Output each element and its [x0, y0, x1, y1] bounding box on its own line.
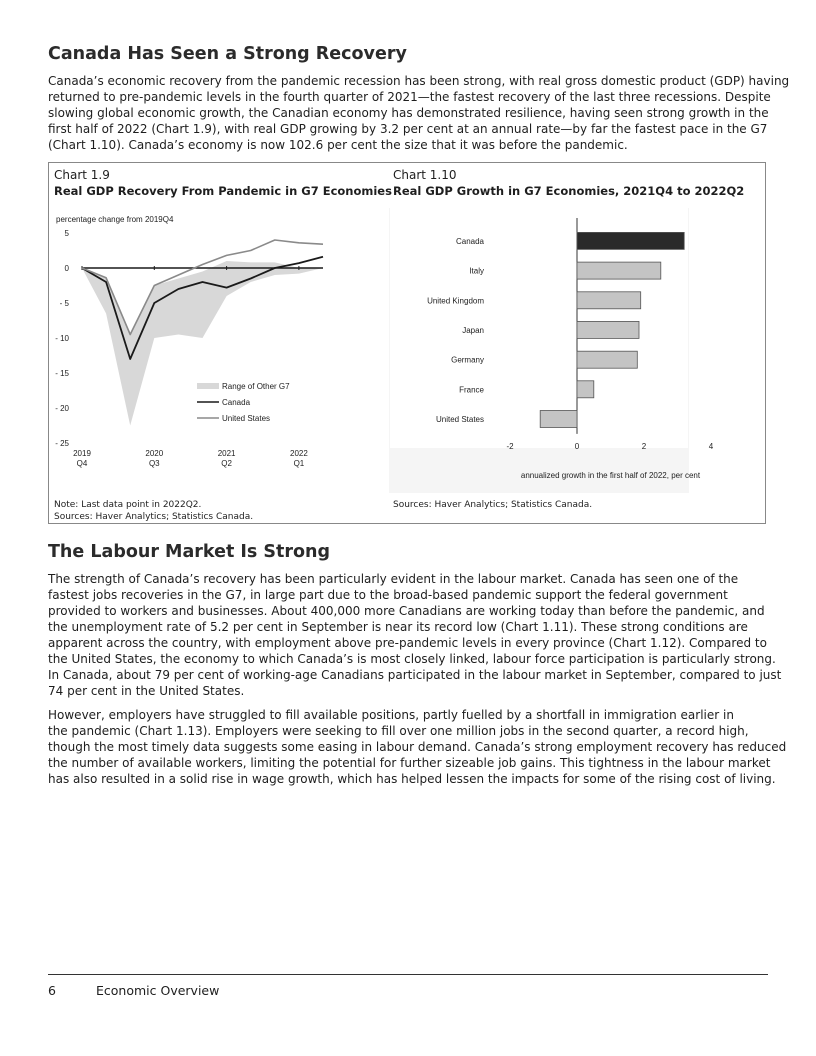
- chart-1-9-plot: [49, 208, 389, 493]
- x-tick-label-quarter: Q1: [293, 459, 305, 468]
- category-label: Italy: [469, 266, 484, 276]
- paragraph-line: apparent across the country, with employment above pre-pandemic levels in every province (Chart 1.12). Compared to: [48, 636, 767, 650]
- y-tick-label: - 15: [55, 369, 69, 378]
- paragraph-line: returned to pre-pandemic levels in the fourth quarter of 2021—the fastest recovery of the last three recessions. Despite: [48, 90, 771, 104]
- category-label: Canada: [455, 236, 484, 246]
- paragraph-line: the pandemic (Chart 1.13). Employers were seeking to fill over one million jobs in the second quarter, a record high,: [48, 724, 749, 738]
- paragraph-line: The strength of Canada’s recovery has been particularly evident in the labour market. Canada has seen one of the: [48, 572, 739, 586]
- paragraph-line: though the most timely data suggests some easing in labour demand. Canada’s strong employment recovery has reduced: [48, 740, 787, 754]
- bar-united-kingdom: [577, 292, 641, 309]
- footer-divider: [48, 974, 768, 975]
- paragraph-line: has also resulted in a solid rise in wage growth, which has helped lessen the impacts for some of the rising cost of living.: [48, 772, 776, 786]
- bar-italy: [577, 262, 661, 279]
- x-tick-label: 0: [574, 441, 580, 451]
- y-tick-label: 0: [64, 264, 69, 273]
- legend-label: Range of Other G7: [222, 382, 290, 391]
- x-tick-label: -2: [506, 441, 514, 451]
- section-heading-labour: The Labour Market Is Strong: [48, 542, 331, 562]
- bar-japan: [577, 321, 639, 338]
- bar-united-states: [540, 411, 577, 428]
- paragraph-line: first half of 2022 (Chart 1.9), with real GDP growing by 3.2 per cent at an annual rate—by far the fastest pace in the G7: [48, 122, 768, 136]
- y-tick-label: - 10: [55, 334, 69, 343]
- paragraph-line: slowing global economic growth, the Canadian economy has demonstrated resilience, having seen strong growth in the: [48, 106, 769, 120]
- legend-label: Canada: [222, 398, 251, 407]
- chart-panel: [48, 162, 766, 524]
- paragraph-line: (Chart 1.10). Canada’s economy is now 102.6 per cent the size that it was before the pandemic.: [48, 138, 628, 152]
- chart-1-9-title: Real GDP Recovery From Pandemic in G7 Economies: [54, 184, 392, 198]
- y-tick-label: - 20: [55, 404, 69, 413]
- page-number: 6: [48, 983, 56, 998]
- category-label: France: [459, 385, 484, 395]
- x-tick-label-year: 2021: [217, 449, 236, 458]
- bar-france: [577, 381, 594, 398]
- chart-1-9-number: Chart 1.9: [54, 168, 110, 182]
- chart-1-9-note: Note: Last data point in 2022Q2.: [54, 500, 202, 510]
- bar-germany: [577, 351, 637, 368]
- y-axis-title: percentage change from 2019Q4: [56, 215, 174, 224]
- y-tick-label: - 25: [55, 439, 69, 448]
- recovery-paragraph: [48, 73, 790, 153]
- paragraph-line: the unemployment rate of 5.2 per cent in September is near its record low (Chart 1.11). These strong conditions are: [48, 620, 748, 634]
- footer-section-title: Economic Overview: [96, 983, 220, 998]
- chart-1-9-sources: Sources: Haver Analytics; Statistics Canada.: [54, 512, 254, 522]
- section-heading-recovery: Canada Has Seen a Strong Recovery: [48, 44, 407, 64]
- y-tick-label: - 5: [59, 299, 69, 308]
- x-tick-label-quarter: Q4: [76, 459, 88, 468]
- paragraph-line: Canada’s economic recovery from the pandemic recession has been strong, with real gross domestic product (GDP) having: [48, 74, 790, 88]
- category-label: Germany: [451, 355, 484, 365]
- legend-swatch-band: [197, 383, 219, 389]
- paragraph-line: provided to workers and businesses. About 400,000 more Canadians are working today than before the pandemic, and: [48, 604, 765, 618]
- category-label: United Kingdom: [427, 296, 484, 306]
- paragraph-line: the United States, the economy to which Canada’s is most closely linked, labour force participation is particularly strong.: [48, 652, 776, 666]
- chart-1-10-title: Real GDP Growth in G7 Economies, 2021Q4 to 2022Q2: [393, 184, 745, 198]
- category-label: Japan: [462, 325, 484, 335]
- chart-1-10-plot: [389, 208, 714, 493]
- bar-canada: [577, 232, 684, 249]
- x-tick-label-quarter: Q2: [221, 459, 232, 468]
- paragraph-line: fastest jobs recoveries in the G7, in large part due to the broad-based pandemic support the federal government: [48, 588, 728, 602]
- paragraph-line: 74 per cent in the United States.: [48, 684, 245, 698]
- labour-paragraph-1: [48, 571, 782, 699]
- x-tick-label: 4: [708, 441, 714, 451]
- x-tick-label-year: 2019: [73, 449, 91, 458]
- y-tick-label: 5: [64, 229, 69, 238]
- legend-label: United States: [222, 414, 271, 423]
- chart-1-10-number: Chart 1.10: [393, 168, 457, 182]
- x-tick-label-quarter: Q3: [148, 459, 160, 468]
- labour-paragraph-2: [48, 707, 787, 787]
- paragraph-line: However, employers have struggled to fill available positions, partly fuelled by a shortfall in immigration earlier in: [48, 708, 734, 722]
- paragraph-line: In Canada, about 79 per cent of working-age Canadians participated in the labour market in September, compared to just: [48, 668, 782, 682]
- x-tick-label: 2: [641, 441, 647, 451]
- category-label: United States: [435, 415, 484, 425]
- x-tick-label-year: 2022: [290, 449, 308, 458]
- x-tick-label-year: 2020: [145, 449, 164, 458]
- paragraph-line: the number of available workers, limiting the potential for further sizeable job gains. This tightness in the labour market: [48, 756, 771, 770]
- x-axis-title: annualized growth in the first half of 2022, per cent: [520, 470, 701, 480]
- chart-1-10-sources: Sources: Haver Analytics; Statistics Canada.: [393, 500, 593, 510]
